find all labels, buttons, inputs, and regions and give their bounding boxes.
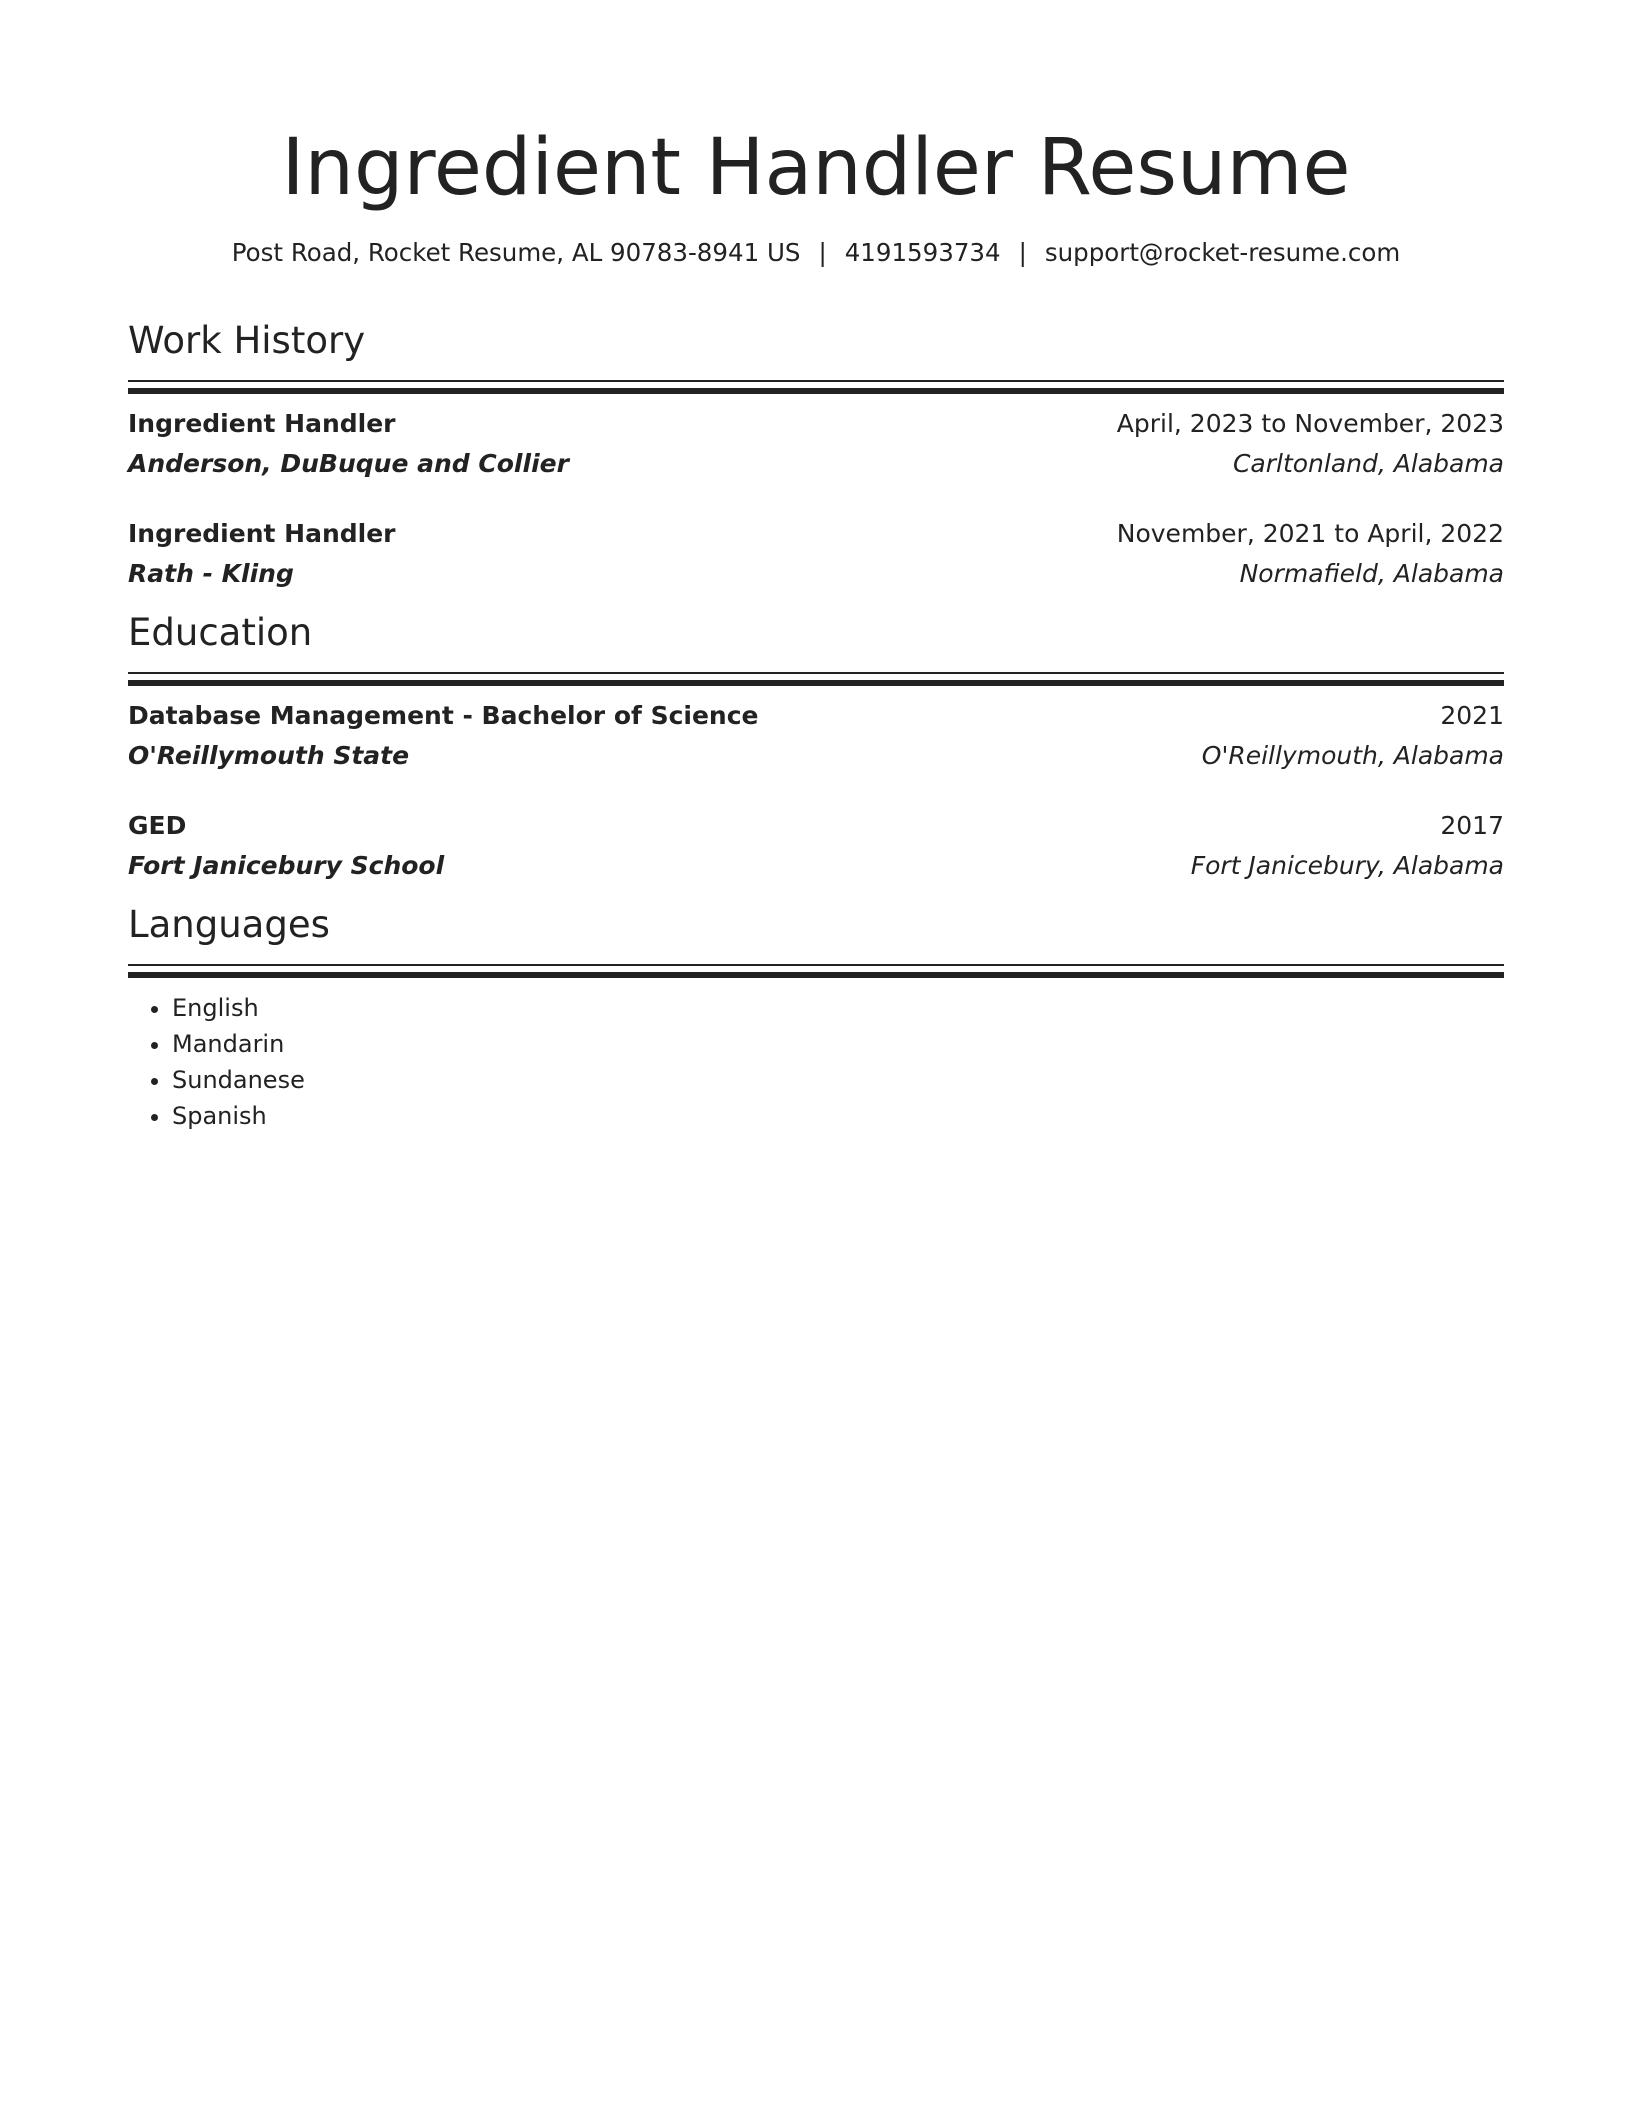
contact-address: Post Road, Rocket Resume, AL 90783-8941 US [231, 238, 801, 267]
work-history-heading: Work History [128, 319, 366, 362]
contact-phone: 4191593734 [844, 238, 1001, 267]
job-dates: November, 2021 to April, 2022 [1116, 519, 1504, 548]
school-location: Fort Janicebury, Alabama [1190, 851, 1504, 880]
language-item: • Sundanese [172, 1062, 1504, 1098]
language-item: • Spanish [172, 1098, 1504, 1134]
education-entry [128, 696, 1504, 776]
contact-email: support@rocket-resume.com [1044, 238, 1401, 267]
school-location: O'Reillymouth, Alabama [1201, 741, 1504, 770]
section-divider [128, 380, 1504, 394]
school-name: O'Reillymouth State [128, 741, 410, 770]
education-entry [128, 806, 1504, 886]
language-item: • Mandarin [172, 1026, 1504, 1062]
page-title: Ingredient Handler Resume [281, 123, 1351, 213]
graduation-year: 2017 [1440, 811, 1504, 840]
job-dates: April, 2023 to November, 2023 [1116, 409, 1504, 438]
degree-name: Database Management - Bachelor of Science [128, 701, 759, 730]
contact-separator: | [1018, 238, 1027, 267]
job-location: Normafield, Alabama [1239, 559, 1504, 588]
job-title: Ingredient Handler [128, 409, 396, 438]
school-name: Fort Janicebury School [128, 851, 445, 880]
languages-section [128, 900, 1504, 1134]
education-heading: Education [128, 611, 313, 654]
job-location: Carltonland, Alabama [1232, 449, 1504, 478]
work-history-section [128, 316, 1504, 594]
languages-heading: Languages [128, 903, 330, 946]
section-divider [128, 672, 1504, 686]
language-item: • English [172, 990, 1504, 1026]
education-section [128, 608, 1504, 886]
contact-line [128, 236, 1504, 270]
degree-name: GED [128, 811, 187, 840]
graduation-year: 2021 [1440, 701, 1504, 730]
languages-list [128, 990, 1504, 1134]
company-name: Anderson, DuBuque and Collier [128, 449, 569, 478]
work-entry [128, 404, 1504, 484]
company-name: Rath - Kling [128, 559, 294, 588]
job-title: Ingredient Handler [128, 519, 396, 548]
work-entry [128, 514, 1504, 594]
contact-separator: | [818, 238, 827, 267]
section-divider [128, 964, 1504, 978]
